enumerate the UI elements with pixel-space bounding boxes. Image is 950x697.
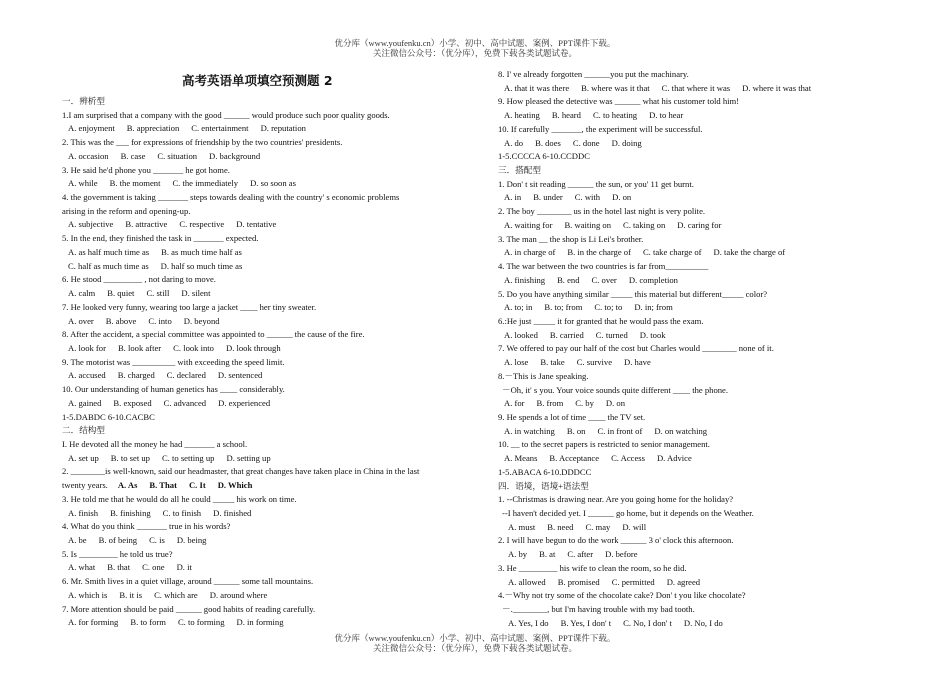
options-line <box>68 151 272 162</box>
options-line <box>504 247 797 258</box>
option: A. while <box>68 178 98 189</box>
text-line <box>62 549 173 560</box>
option: C. done <box>572 137 600 148</box>
option: C. that where it was <box>661 82 731 93</box>
header-line-2: 关注微信公众号：（优分库），免费下载各类试题试卷。 <box>372 48 577 58</box>
line-text: 6. He stood _________ , not daring to move. <box>62 274 216 285</box>
option: D. setting up <box>226 452 271 463</box>
option: A. be <box>68 535 87 546</box>
option: A. heating <box>504 110 540 121</box>
document-title <box>182 75 333 86</box>
option: C. situation <box>157 150 198 161</box>
text-line <box>62 110 390 121</box>
line-text: 一．辨析型 <box>62 96 105 106</box>
line-text: 9. He spends a lot of time ____ the TV set. <box>498 412 646 422</box>
option: B. in the charge of <box>567 247 631 258</box>
option: C. permitted <box>611 576 655 587</box>
text-line <box>62 412 155 423</box>
option: C. declared <box>166 370 206 381</box>
option: A. Yes, I do <box>508 617 549 628</box>
option: C. take charge of <box>642 247 702 258</box>
options-line <box>504 110 695 121</box>
option: C. survive <box>576 357 613 368</box>
option: D. on <box>605 398 625 409</box>
text-line <box>62 439 247 450</box>
line-text: 8. I' ve already forgotten ______you put the machinary. <box>498 69 689 79</box>
line-text: 2. The boy ________ us in the hotel last night is very polite. <box>498 206 706 217</box>
text-line <box>498 234 643 245</box>
option: D. caring for <box>677 219 722 230</box>
option: B. from <box>536 398 564 409</box>
option: A. that it was there <box>504 82 570 93</box>
option: C. It <box>188 480 206 491</box>
line-text: 7. We offered to pay our half of the cost but Charles would ________ none of it. <box>498 343 774 354</box>
option: B. heard <box>551 110 581 121</box>
options-line <box>504 220 733 231</box>
text-line <box>62 302 316 313</box>
text-line <box>62 274 216 285</box>
option: A. waiting for <box>504 219 553 230</box>
option: D. experienced <box>218 397 271 408</box>
option: B. case <box>120 150 146 161</box>
option: C. over <box>591 274 617 285</box>
option: C. after <box>567 549 594 560</box>
text-line <box>498 179 694 190</box>
option: D. it <box>176 562 192 573</box>
text-line <box>62 137 342 148</box>
option: D. in forming <box>236 617 284 628</box>
line-text: 2. ________is well-known, said our headmaster, that great changes have taken place in China in the last <box>62 466 420 477</box>
option: A. what <box>68 562 96 573</box>
options-line <box>508 618 735 629</box>
option: B. waiting on <box>564 219 612 230</box>
line-text: 1. Don' t sit reading ______ the sun, or you' 11 get burnt. <box>498 178 694 189</box>
option: B. the moment <box>109 178 161 189</box>
text-line <box>502 385 728 396</box>
option: B. above <box>105 315 137 326</box>
line-text: 4. What do you think _______ true in his words? <box>62 521 231 532</box>
option: D. doing <box>611 137 642 148</box>
line-text: 4.－Why not try some of the chocolate cake? Don' t you like chocolate? <box>498 590 746 601</box>
option: B. that <box>107 562 131 573</box>
options-line <box>68 617 296 628</box>
option: D. beyond <box>183 315 220 326</box>
options-line <box>504 138 654 149</box>
option: C. half as much time as <box>68 260 149 271</box>
option: A. gained <box>68 397 102 408</box>
text-line <box>62 425 105 436</box>
line-text: 8.－This is Jane speaking. <box>498 370 589 381</box>
text-line <box>498 467 591 478</box>
option: B. Acceptance <box>549 453 600 464</box>
option: B. on <box>566 425 586 436</box>
text-line <box>498 165 541 176</box>
options-line <box>504 275 690 286</box>
option: D. tentative <box>236 219 277 230</box>
text-line <box>62 494 297 505</box>
option: B. does <box>535 137 561 148</box>
options-line <box>68 219 288 230</box>
option: A. look for <box>68 342 106 353</box>
text-line <box>498 439 710 450</box>
text-line <box>502 604 695 615</box>
option: B. That <box>149 480 177 491</box>
option: A. in <box>504 192 522 203</box>
option: C. advanced <box>163 397 207 408</box>
line-text: 1-5.CCCCA 6-10.CCDDC <box>498 151 590 162</box>
option: C. to heating <box>592 110 638 121</box>
option: B. appreciation <box>126 123 180 134</box>
text-line <box>62 329 365 340</box>
text-line <box>62 357 285 368</box>
option: D. to hear <box>649 110 684 121</box>
options-line <box>504 453 704 464</box>
text-line <box>62 96 105 107</box>
options-line <box>504 330 678 341</box>
options-line <box>508 577 712 588</box>
option: B. exposed <box>113 397 152 408</box>
line-text: 四．语境，语境+语法型 <box>498 480 589 491</box>
option: B. to set up <box>110 452 150 463</box>
text-line <box>498 563 687 574</box>
text-line <box>498 494 733 505</box>
options-line <box>504 302 685 313</box>
option: A. do <box>504 137 524 148</box>
option: D. around where <box>209 589 268 600</box>
option: B. under <box>533 192 563 203</box>
option: A. for forming <box>68 617 119 628</box>
line-text: 5. Do you have anything similar _____ this material but different_____ color? <box>498 288 768 299</box>
option: B. where was it that <box>581 82 650 93</box>
line-text: 8. After the accident, a special committee was appointed to ______ the cause of the fire. <box>62 329 365 340</box>
line-text: －.________, but I'm having trouble with my bad tooth. <box>502 604 695 615</box>
option: C. with <box>574 192 601 203</box>
options-line <box>68 123 318 134</box>
option: C. in front of <box>597 425 643 436</box>
option: D. half so much time as <box>160 260 243 271</box>
options-line <box>504 83 823 94</box>
options-line <box>508 522 658 533</box>
line-text: 6. Mr. Smith lives in a quiet village, around ______ some tall mountains. <box>62 576 314 587</box>
option: A. lose <box>504 357 529 368</box>
option: D. on <box>612 192 632 203</box>
text-line <box>498 412 645 423</box>
option: D. where it was that <box>742 82 812 93</box>
option: C. into <box>148 315 172 326</box>
option: C. to; to <box>594 302 623 313</box>
text-line <box>498 535 733 546</box>
option: C. taking on <box>623 219 666 230</box>
option: D. Which <box>217 480 253 491</box>
option: C. by <box>575 398 594 409</box>
line-text: 3. The man __ the shop is Li Lei's brother. <box>498 233 644 244</box>
option: C. is <box>149 535 165 546</box>
text-line <box>498 481 589 492</box>
line-text: 10. If carefully _______, the experiment will be successful. <box>498 123 703 134</box>
line-text: 二．结构型 <box>62 425 105 436</box>
line-text: 5. In the end, they finished the task in _______ expected. <box>62 233 259 244</box>
text-line <box>502 508 754 519</box>
options-line <box>68 261 254 272</box>
text-line <box>62 192 399 203</box>
options-line <box>68 247 254 258</box>
text-line <box>498 96 739 107</box>
text-line <box>498 124 703 135</box>
options-line <box>68 370 274 381</box>
text-line <box>498 316 704 327</box>
options-line <box>68 562 204 573</box>
option: A. as half much time as <box>68 246 150 257</box>
option: D. so soon as <box>250 178 296 189</box>
option: D. take the charge of <box>713 247 786 258</box>
options-line <box>68 316 232 327</box>
options-line <box>68 178 308 189</box>
option: A. accused <box>68 370 106 381</box>
text-line <box>62 206 190 217</box>
line-text: I. He devoted all the money he had _______ a school. <box>62 439 248 449</box>
option: D. agreed <box>666 576 701 587</box>
option: C. to forming <box>177 617 225 628</box>
options-line <box>504 398 637 409</box>
option: D. silent <box>181 288 211 299</box>
option: B. it is <box>119 589 143 600</box>
option: A. As <box>117 480 138 491</box>
option: C. entertainment <box>191 123 249 134</box>
option: A. occasion <box>68 150 109 161</box>
option: B. quiet <box>107 288 135 299</box>
option: A. set up <box>68 452 99 463</box>
option: C. one <box>142 562 165 573</box>
line-text: arising in the reform and opening-up. <box>62 205 191 216</box>
option: D. Advice <box>656 453 692 464</box>
option: D. reputation <box>260 123 306 134</box>
option: B. promised <box>557 576 600 587</box>
footer-line-2: 关注微信公众号：（优分库），免费下载各类试题试卷。 <box>372 643 577 653</box>
text-line <box>498 343 774 354</box>
option: A. must <box>508 521 536 532</box>
option: C. No, I don' t <box>623 617 672 628</box>
option: D. took <box>639 329 666 340</box>
line-text: 5. Is _________ he told us true? <box>62 548 173 559</box>
line-text: 6.:He just _____ it for granted that he would pass the exam. <box>498 315 704 326</box>
text-line <box>62 466 419 477</box>
option: D. before <box>605 549 638 560</box>
option: A. over <box>68 315 94 326</box>
options-line <box>68 288 223 299</box>
option: C. look into <box>173 342 214 353</box>
line-text: 9. The motorist was __________ with exceeding the speed limit. <box>62 356 285 367</box>
option: B. finishing <box>110 507 151 518</box>
option: A. calm <box>68 288 96 299</box>
line-text: 2. I will have begun to do the work ______ 3 o' clock this afternoon. <box>498 535 734 546</box>
page-header <box>0 38 950 58</box>
option: D. will <box>622 521 647 532</box>
option: A. by <box>508 549 528 560</box>
text-line <box>62 480 264 491</box>
options-line <box>504 192 643 203</box>
option: A. to; in <box>504 302 533 313</box>
option: A. in watching <box>504 425 555 436</box>
option: B. to; from <box>544 302 583 313</box>
line-text: 9. How pleased the detective was ______ what his customer told him! <box>498 96 740 107</box>
text-line <box>62 165 230 176</box>
option: B. look after <box>117 342 162 353</box>
option: C. to setting up <box>161 452 215 463</box>
options-line <box>68 590 279 601</box>
line-text: 1-5.DABDC 6-10.CACBC <box>62 411 155 422</box>
option: D. finished <box>213 507 252 518</box>
text-line <box>62 384 285 395</box>
options-line <box>68 343 293 354</box>
option: B. of being <box>98 535 138 546</box>
option: D. in; from <box>634 302 673 313</box>
option: A. looked <box>504 329 538 340</box>
line-text: 10. __ to the secret papers is restricted to senior management. <box>498 439 710 450</box>
line-text: twenty years. <box>62 480 108 491</box>
line-text: －Oh, it' s you. Your voice sounds quite different ____ the phone. <box>502 384 729 395</box>
text-line <box>498 371 588 382</box>
options-line <box>68 398 282 409</box>
option: D. completion <box>628 274 678 285</box>
option: D. background <box>209 150 261 161</box>
options-line <box>68 508 263 519</box>
option: A. subjective <box>68 219 114 230</box>
line-text: 4. the government is taking _______ steps towards dealing with the country' s economic problems <box>62 192 400 203</box>
option: B. at <box>539 549 556 560</box>
option: C. turned <box>595 329 628 340</box>
text-line <box>498 151 590 162</box>
options-line <box>508 549 650 560</box>
options-line <box>504 426 719 437</box>
option: C. to finish <box>162 507 202 518</box>
option: D. No, I do <box>683 617 723 628</box>
line-text: 1.I am surprised that a company with the good ______ would produce such poor quality goods. <box>62 109 390 120</box>
text-line <box>498 69 689 80</box>
option: C. the immediately <box>172 178 239 189</box>
option: B. end <box>557 274 580 285</box>
text-line <box>498 261 708 272</box>
line-text: 10. Our understanding of human genetics has ____ considerably. <box>62 384 285 395</box>
option: C. Access <box>611 453 645 464</box>
line-text: 4. The war between the two countries is far from__________ <box>498 261 709 272</box>
option: B. as much time half as <box>161 246 242 257</box>
option: A. which is <box>68 589 108 600</box>
text-line <box>62 604 315 615</box>
line-text: 3. He _________ his wife to clean the room, so he did. <box>498 562 687 573</box>
option: B. take <box>540 357 565 368</box>
option: D. have <box>624 357 651 368</box>
option: A. Means <box>504 453 538 464</box>
line-text: 3. He told me that he would do all he could _____ his work on time. <box>62 493 297 504</box>
option: A. for <box>504 398 525 409</box>
header-line-1: 优分库（www.youfenku.cn）小学、初中、高中试题、案例、PPT课件下载。 <box>334 38 616 48</box>
option: B. Yes, I don' t <box>560 617 612 628</box>
page-footer <box>0 633 950 653</box>
line-text: 7. He looked very funny, wearing too large a jacket ____ her tiny sweater. <box>62 301 317 312</box>
text-line <box>62 233 258 244</box>
option: D. look through <box>225 342 281 353</box>
option: D. on watching <box>654 425 708 436</box>
option: A. enjoyment <box>68 123 115 134</box>
option: D. sentenced <box>217 370 263 381</box>
text-line <box>498 206 705 217</box>
text-line <box>62 521 230 532</box>
text-line <box>498 289 767 300</box>
text-line <box>62 576 313 587</box>
text-line <box>498 590 746 601</box>
line-text: 7. More attention should be paid ______ good habits of reading carefully. <box>62 603 316 614</box>
option: A. finish <box>68 507 99 518</box>
option: C. respective <box>179 219 225 230</box>
line-text: 高考英语单项填空预测题 2 <box>182 73 333 88</box>
line-text: 三．搭配型 <box>498 165 541 176</box>
option: A. finishing <box>504 274 546 285</box>
option: C. still <box>146 288 170 299</box>
option: A. in charge of <box>504 247 556 258</box>
options-line <box>504 357 663 368</box>
option: B. to form <box>130 617 166 628</box>
options-line <box>68 535 218 546</box>
option: B. carried <box>549 329 584 340</box>
option: A. allowed <box>508 576 546 587</box>
option: C. which are <box>154 589 198 600</box>
option: B. charged <box>117 370 155 381</box>
line-text: 2. This was the ___ for expressions of friendship by the two countries' presidents. <box>62 137 343 148</box>
option: B. attractive <box>125 219 168 230</box>
footer-line-1: 优分库（www.youfenku.cn）小学、初中、高中试题、案例、PPT课件下载。 <box>334 633 616 643</box>
line-text: 3. He said he'd phone you _______ he got home. <box>62 164 230 175</box>
line-text: 1-5.ABACA 6-10.DDDCC <box>498 466 592 477</box>
option: C. may <box>585 521 611 532</box>
line-text: --I haven't decided yet. I ______ go home, but it depends on the Weather. <box>502 508 754 519</box>
option: B. need <box>547 521 574 532</box>
options-line <box>68 453 283 464</box>
option: D. being <box>176 535 207 546</box>
line-text: 1. --Christmas is drawing near. Are you going home for the holiday? <box>498 494 734 505</box>
